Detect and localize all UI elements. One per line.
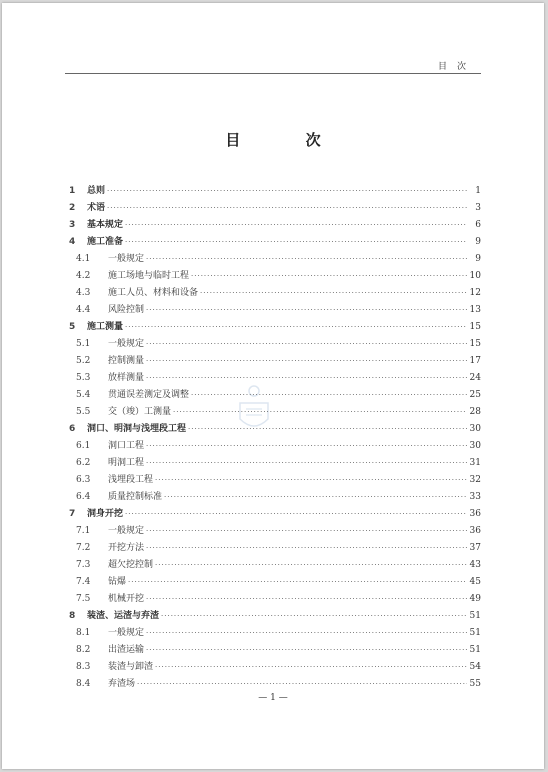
toc-page-number: 51 <box>469 611 481 621</box>
dot-leader <box>191 391 467 399</box>
toc-page-number: 13 <box>469 305 481 315</box>
toc-section-entry[interactable] <box>68 370 481 387</box>
toc-page-number: 3 <box>475 203 481 213</box>
toc-entry-number: 5.4 <box>76 390 91 400</box>
toc-entry-number: 5.5 <box>76 407 91 417</box>
toc-entry-title: 洞身开挖 <box>87 509 124 519</box>
toc-chapter-entry[interactable] <box>68 319 481 336</box>
toc-entry-number: 6 <box>69 424 76 434</box>
running-header: 目次 <box>437 62 476 72</box>
toc-section-entry[interactable] <box>68 268 481 285</box>
dot-leader <box>173 408 467 416</box>
toc-entry-number: 5.2 <box>76 356 91 366</box>
page-number: — 1 — <box>258 693 288 703</box>
toc-entry-title: 机械开挖 <box>108 594 145 604</box>
toc-page-number: 45 <box>469 577 481 587</box>
toc-chapter-entry[interactable] <box>68 217 481 234</box>
toc-entry-title: 施工测量 <box>87 322 124 332</box>
dot-leader <box>146 527 467 535</box>
toc-section-entry[interactable] <box>68 591 481 608</box>
dot-leader <box>146 306 467 314</box>
dot-leader <box>146 340 467 348</box>
toc-entry-title: 明洞工程 <box>108 458 145 468</box>
toc-section-entry[interactable] <box>68 336 481 353</box>
toc-section-entry[interactable] <box>68 251 481 268</box>
toc-chapter-entry[interactable] <box>68 183 481 200</box>
toc-entry-title: 一般规定 <box>108 254 145 264</box>
toc-page-number: 15 <box>469 322 481 332</box>
dot-leader <box>155 476 467 484</box>
toc-entry-number: 4.1 <box>76 254 91 264</box>
dot-leader <box>125 510 467 518</box>
toc-entry-number: 4 <box>69 237 76 247</box>
dot-leader <box>146 629 467 637</box>
toc-page-number: 25 <box>469 390 481 400</box>
dot-leader <box>125 323 467 331</box>
toc-page-number: 24 <box>469 373 481 383</box>
toc-entry-number: 7.5 <box>76 594 91 604</box>
toc-entry-title: 开挖方法 <box>108 543 145 553</box>
toc-entry-title: 出渣运输 <box>108 645 145 655</box>
toc-entry-number: 5.3 <box>76 373 91 383</box>
toc-entry-number: 7.2 <box>76 543 91 553</box>
dot-leader <box>107 204 467 212</box>
dot-leader <box>125 238 467 246</box>
toc-section-entry[interactable] <box>68 574 481 591</box>
toc-entry-number: 8.1 <box>76 628 91 638</box>
dot-leader <box>146 595 467 603</box>
toc-entry-number: 4.4 <box>76 305 91 315</box>
toc-page-number: 17 <box>469 356 481 366</box>
toc-entry-number: 1 <box>69 186 76 196</box>
toc-chapter-entry[interactable] <box>68 234 481 251</box>
toc-section-entry[interactable] <box>68 489 481 506</box>
toc-entry-title: 放样测量 <box>108 373 145 383</box>
dot-leader <box>188 425 467 433</box>
toc-section-entry[interactable] <box>68 659 481 676</box>
toc-page-number: 33 <box>469 492 481 502</box>
dot-leader <box>146 646 467 654</box>
toc-entry-title: 一般规定 <box>108 526 145 536</box>
toc-entry-number: 5.1 <box>76 339 91 349</box>
dot-leader <box>137 680 467 688</box>
toc-entry-title: 术语 <box>87 203 106 213</box>
dot-leader <box>155 561 467 569</box>
toc-entry-title: 装渣与卸渣 <box>108 662 154 672</box>
toc-entry-title: 装渣、运渣与弃渣 <box>87 611 160 621</box>
toc-entry-number: 8.3 <box>76 662 91 672</box>
toc-entry-title: 一般规定 <box>108 628 145 638</box>
toc-page-number: 51 <box>469 628 481 638</box>
toc-entry-number: 6.4 <box>76 492 91 502</box>
toc-entry-number: 4.2 <box>76 271 91 281</box>
toc-entry-title: 施工人员、材料和设备 <box>108 288 199 298</box>
dot-leader <box>164 493 467 501</box>
toc-entry-title: 施工场地与临时工程 <box>108 271 190 281</box>
toc-page-number: 51 <box>469 645 481 655</box>
toc-entry-title: 基本规定 <box>87 220 124 230</box>
toc-entry-title: 钻爆 <box>108 577 127 587</box>
toc-page-number: 30 <box>469 424 481 434</box>
toc-entry-title: 贯通误差测定及调整 <box>108 390 190 400</box>
toc-page-number: 15 <box>469 339 481 349</box>
toc-entry-number: 4.3 <box>76 288 91 298</box>
toc-entry-title: 弃渣场 <box>108 679 136 689</box>
dot-leader <box>146 255 467 263</box>
table-of-contents <box>68 183 481 693</box>
toc-entry-number: 6.1 <box>76 441 91 451</box>
dot-leader <box>161 612 467 620</box>
toc-section-entry[interactable] <box>68 302 481 319</box>
toc-entry-title: 质量控制标准 <box>108 492 163 502</box>
dot-leader <box>146 459 467 467</box>
toc-section-entry[interactable] <box>68 557 481 574</box>
toc-section-entry[interactable] <box>68 285 481 302</box>
toc-section-entry[interactable] <box>68 404 481 421</box>
toc-entry-number: 8 <box>69 611 76 621</box>
toc-entry-title: 风险控制 <box>108 305 145 315</box>
toc-entry-number: 8.2 <box>76 645 91 655</box>
toc-entry-title: 交（竣）工测量 <box>108 407 172 417</box>
toc-page-number: 43 <box>469 560 481 570</box>
toc-section-entry[interactable] <box>68 387 481 404</box>
toc-page-number: 9 <box>475 237 481 247</box>
toc-page-number: 55 <box>469 679 481 689</box>
toc-entry-number: 7.4 <box>76 577 91 587</box>
toc-entry-number: 7.3 <box>76 560 91 570</box>
toc-entry-title: 施工准备 <box>87 237 124 247</box>
dot-leader <box>146 544 467 552</box>
toc-section-entry[interactable] <box>68 642 481 659</box>
dot-leader <box>146 442 467 450</box>
toc-chapter-entry[interactable] <box>68 421 481 438</box>
toc-entry-title: 一般规定 <box>108 339 145 349</box>
toc-page-number: 36 <box>469 526 481 536</box>
toc-page-number: 49 <box>469 594 481 604</box>
toc-entry-number: 7.1 <box>76 526 91 536</box>
toc-chapter-entry[interactable] <box>68 506 481 523</box>
toc-chapter-entry[interactable] <box>68 200 481 217</box>
toc-chapter-entry[interactable] <box>68 608 481 625</box>
toc-entry-number: 8.4 <box>76 679 91 689</box>
toc-entry-title: 超欠挖控制 <box>108 560 154 570</box>
toc-entry-title: 洞口工程 <box>108 441 145 451</box>
toc-entry-title: 浅埋段工程 <box>108 475 154 485</box>
toc-entry-number: 6.3 <box>76 475 91 485</box>
document-page <box>2 3 544 769</box>
toc-section-entry[interactable] <box>68 353 481 370</box>
toc-entry-title: 控制测量 <box>108 356 145 366</box>
toc-entry-number: 6.2 <box>76 458 91 468</box>
page-title: 目 次 <box>225 131 351 149</box>
toc-section-entry[interactable] <box>68 625 481 642</box>
toc-section-entry[interactable] <box>68 676 481 693</box>
toc-section-entry[interactable] <box>68 438 481 455</box>
dot-leader <box>125 221 467 229</box>
toc-page-number: 10 <box>469 271 481 281</box>
dot-leader <box>128 578 467 586</box>
toc-section-entry[interactable] <box>68 455 481 472</box>
dot-leader <box>191 272 467 280</box>
toc-section-entry[interactable] <box>68 523 481 540</box>
toc-entry-number: 3 <box>69 220 76 230</box>
toc-entry-title: 总则 <box>87 186 106 196</box>
toc-page-number: 36 <box>469 509 481 519</box>
toc-page-number: 1 <box>475 186 481 196</box>
header-rule <box>65 73 481 74</box>
toc-entry-number: 2 <box>69 203 76 213</box>
toc-page-number: 32 <box>469 475 481 485</box>
toc-page-number: 30 <box>469 441 481 451</box>
toc-section-entry[interactable] <box>68 540 481 557</box>
dot-leader <box>200 289 467 297</box>
toc-page-number: 6 <box>475 220 481 230</box>
toc-page-number: 12 <box>469 288 481 298</box>
dot-leader <box>146 374 467 382</box>
toc-page-number: 54 <box>469 662 481 672</box>
toc-entry-title: 洞口、明洞与浅埋段工程 <box>87 424 187 434</box>
toc-page-number: 9 <box>475 254 481 264</box>
toc-entry-number: 5 <box>69 322 76 332</box>
toc-section-entry[interactable] <box>68 472 481 489</box>
dot-leader <box>146 357 467 365</box>
toc-page-number: 28 <box>469 407 481 417</box>
dot-leader <box>155 663 467 671</box>
toc-page-number: 37 <box>469 543 481 553</box>
dot-leader <box>107 187 467 195</box>
toc-page-number: 31 <box>469 458 481 468</box>
toc-entry-number: 7 <box>69 509 76 519</box>
